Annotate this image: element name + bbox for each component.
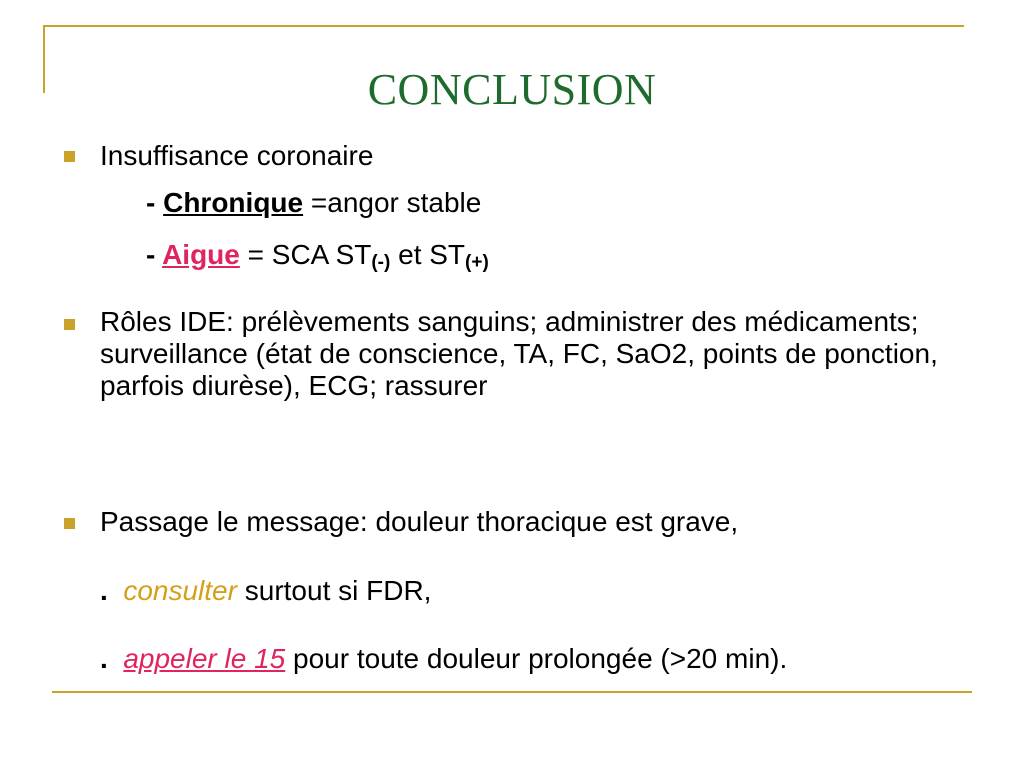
bullet-square-icon bbox=[64, 319, 75, 330]
acute-line bbox=[146, 238, 489, 276]
bullet-coronary-text: Insuffisance coronaire bbox=[100, 140, 374, 171]
chronic-rest: =angor stable bbox=[303, 187, 482, 218]
frame-bottom-line bbox=[52, 691, 972, 693]
bullet-square-icon bbox=[64, 518, 75, 529]
st-plus-subscript: (+) bbox=[465, 252, 489, 273]
consult-term: consulter bbox=[123, 575, 237, 606]
frame-top-line bbox=[43, 25, 964, 27]
chronic-term: Chronique bbox=[163, 187, 304, 218]
bullet-ide-roles-text: Rôles IDE: prélèvements sanguins; administrer des médicaments; surveillance (état de conscience, TA, FC, SaO2, points de ponction, parfois diurèse), ECG; rassurer bbox=[100, 306, 938, 401]
chronic-line bbox=[146, 186, 481, 220]
consult-rest: surtout si FDR, bbox=[236, 575, 432, 606]
acute-mid: = SCA ST bbox=[239, 239, 372, 270]
chronic-dash: - bbox=[146, 187, 164, 218]
acute-dash: - bbox=[146, 239, 163, 270]
call15-rest: pour toute douleur prolongée (>20 min). bbox=[285, 643, 788, 674]
call15-line bbox=[100, 642, 787, 676]
acute-et: et ST bbox=[390, 239, 466, 270]
bullet-message-text: Passage le message: douleur thoracique est grave, bbox=[100, 506, 739, 537]
call15-term: appeler le 15 bbox=[123, 643, 286, 674]
sub-marker: . bbox=[100, 575, 108, 606]
slide-title: CONCLUSION bbox=[367, 65, 657, 114]
st-minus-subscript: (-) bbox=[371, 252, 391, 273]
acute-term: Aigue bbox=[162, 239, 240, 270]
consult-line bbox=[100, 574, 431, 608]
bullet-square-icon bbox=[64, 151, 75, 162]
sub-marker: . bbox=[100, 643, 108, 674]
